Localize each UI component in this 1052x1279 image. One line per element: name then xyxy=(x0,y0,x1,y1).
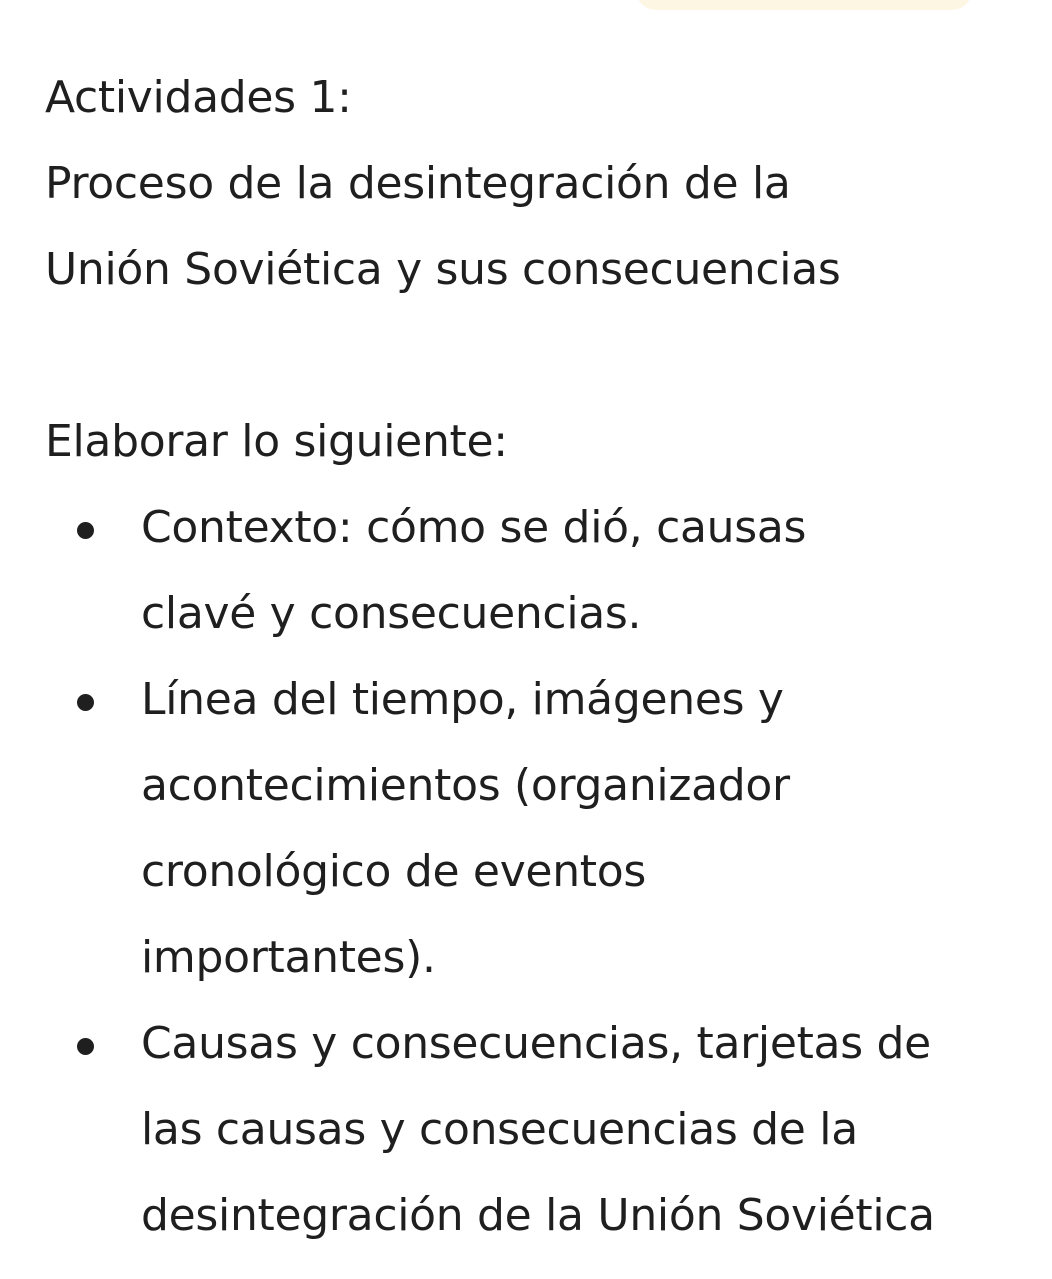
blank-line xyxy=(45,313,1015,399)
activity-title: Actividades 1: xyxy=(45,72,352,123)
top-banner-edge xyxy=(636,0,972,10)
activity-subtitle-line1: Proceso de la desintegración de la xyxy=(45,158,791,209)
instruction-text: Elaborar lo siguiente: xyxy=(45,416,508,467)
task-list xyxy=(45,485,1015,1259)
list-item-text: Contexto: cómo se dió, causas clavé y consecuencias. xyxy=(141,502,807,639)
bullet-icon xyxy=(77,1038,94,1055)
list-item-text: Causas y consecuencias, tarjetas de las causas y consecuencias de la desintegración de la Unión Soviética xyxy=(141,1018,935,1241)
list-item xyxy=(45,657,1015,1001)
list-item xyxy=(45,485,1015,657)
bullet-icon xyxy=(77,522,94,539)
message-content xyxy=(45,55,1015,1259)
bullet-icon xyxy=(77,694,94,711)
list-item xyxy=(45,1001,1015,1259)
list-item-text: Línea del tiempo, imágenes y acontecimientos (organizador cronológico de eventos importantes). xyxy=(141,674,790,983)
activity-subtitle-line2: Unión Soviética y sus consecuencias xyxy=(45,244,841,295)
